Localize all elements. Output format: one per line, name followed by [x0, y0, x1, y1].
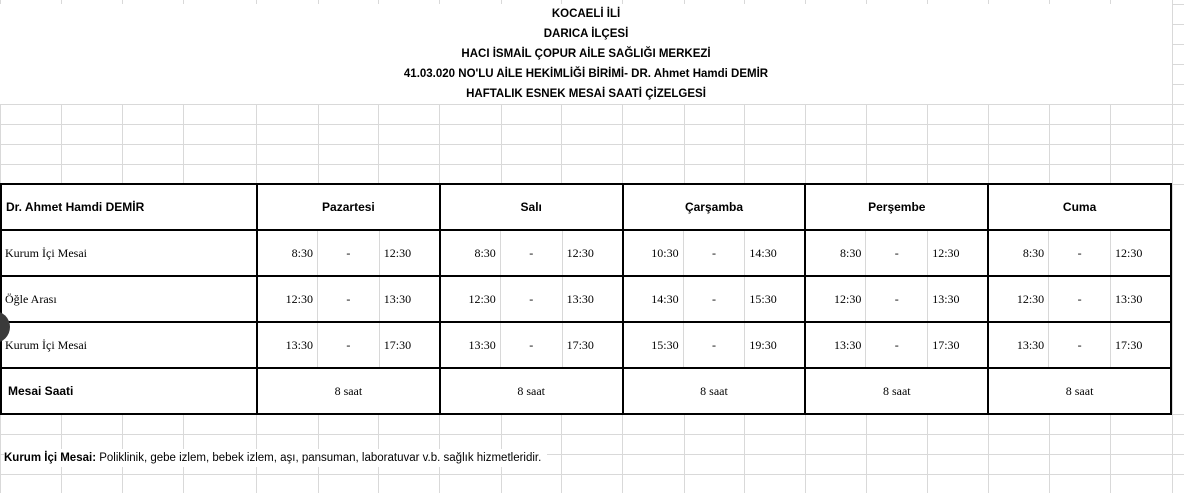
- start-time: 8:30: [806, 231, 866, 275]
- health-center-title: HACI İSMAİL ÇOPUR AİLE SAĞLIĞI MERKEZİ: [0, 44, 1172, 64]
- start-time: 13:30: [806, 323, 866, 367]
- time-cell-wednesday[interactable]: [623, 322, 806, 368]
- end-time: 13:30: [379, 277, 439, 321]
- time-cell-thursday[interactable]: [805, 276, 988, 322]
- total-hours-label[interactable]: Mesai Saati: [1, 368, 257, 414]
- range-separator: -: [346, 291, 351, 306]
- time-range: [441, 277, 622, 321]
- range-separator: -: [711, 337, 716, 352]
- end-time: 17:30: [1110, 323, 1170, 367]
- end-time: 13:30: [562, 277, 622, 321]
- time-cell-tuesday[interactable]: [440, 230, 623, 276]
- time-cell-tuesday[interactable]: [440, 276, 623, 322]
- total-hours-cell[interactable]: 8 saat: [988, 368, 1171, 414]
- doctor-name-cell[interactable]: Dr. Ahmet Hamdi DEMİR: [1, 184, 257, 230]
- table-header-row: [1, 184, 1171, 230]
- range-separator: -: [894, 245, 899, 260]
- time-range: [258, 277, 439, 321]
- time-cell-thursday[interactable]: [805, 322, 988, 368]
- row-label[interactable]: Kurum İçi Mesai: [1, 322, 257, 368]
- start-time: 13:30: [258, 323, 318, 367]
- row-label[interactable]: Öğle Arası: [1, 276, 257, 322]
- time-range: [806, 231, 987, 275]
- time-range: [258, 323, 439, 367]
- range-separator: -: [529, 291, 534, 306]
- time-range: [806, 323, 987, 367]
- day-header-friday[interactable]: Cuma: [988, 184, 1171, 230]
- time-cell-friday[interactable]: [988, 322, 1171, 368]
- table-row: [1, 322, 1171, 368]
- time-cell-friday[interactable]: [988, 230, 1171, 276]
- start-time: 15:30: [624, 323, 684, 367]
- table-row: [1, 230, 1171, 276]
- end-time: 17:30: [379, 323, 439, 367]
- start-time: 10:30: [624, 231, 684, 275]
- total-hours-cell[interactable]: 8 saat: [623, 368, 806, 414]
- day-header-monday[interactable]: Pazartesi: [257, 184, 440, 230]
- total-hours-cell[interactable]: 8 saat: [257, 368, 440, 414]
- end-time: 13:30: [927, 277, 987, 321]
- start-time: 8:30: [258, 231, 318, 275]
- start-time: 8:30: [441, 231, 501, 275]
- range-separator: -: [711, 245, 716, 260]
- day-header-tuesday[interactable]: Salı: [440, 184, 623, 230]
- time-range: [624, 323, 805, 367]
- range-separator: -: [1077, 291, 1082, 306]
- time-range: [441, 231, 622, 275]
- time-cell-tuesday[interactable]: [440, 322, 623, 368]
- range-separator: -: [529, 245, 534, 260]
- time-range: [989, 277, 1170, 321]
- end-time: 17:30: [927, 323, 987, 367]
- total-hours-cell[interactable]: 8 saat: [440, 368, 623, 414]
- time-range: [258, 231, 439, 275]
- footnote[interactable]: [4, 449, 547, 467]
- unit-title: 41.03.020 NO'LU AİLE HEKİMLİĞİ BİRİMİ- DR. Ahmet Hamdi DEMİR: [0, 64, 1172, 84]
- end-time: 13:30: [1110, 277, 1170, 321]
- range-separator: -: [1077, 245, 1082, 260]
- row-label[interactable]: Kurum İçi Mesai: [1, 230, 257, 276]
- time-cell-wednesday[interactable]: [623, 230, 806, 276]
- end-time: 12:30: [562, 231, 622, 275]
- time-cell-monday[interactable]: [257, 230, 440, 276]
- footnote-text: Poliklinik, gebe izlem, bebek izlem, aşı, pansuman, laboratuvar v.b. sağlık hizmetleridir.: [96, 452, 542, 464]
- total-hours-cell[interactable]: 8 saat: [805, 368, 988, 414]
- end-time: 15:30: [744, 277, 804, 321]
- total-hours-row: [1, 368, 1171, 414]
- time-cell-wednesday[interactable]: [623, 276, 806, 322]
- start-time: 12:30: [806, 277, 866, 321]
- time-cell-monday[interactable]: [257, 322, 440, 368]
- district-title: DARICA İLÇESİ: [0, 24, 1172, 44]
- start-time: 12:30: [989, 277, 1049, 321]
- range-separator: -: [346, 337, 351, 352]
- time-range: [989, 231, 1170, 275]
- start-time: 12:30: [441, 277, 501, 321]
- range-separator: -: [894, 337, 899, 352]
- start-time: 12:30: [258, 277, 318, 321]
- province-title: KOCAELİ İLİ: [0, 4, 1172, 24]
- end-time: 19:30: [744, 323, 804, 367]
- time-range: [441, 323, 622, 367]
- start-time: 8:30: [989, 231, 1049, 275]
- time-cell-thursday[interactable]: [805, 230, 988, 276]
- table-row: [1, 276, 1171, 322]
- time-range: [806, 277, 987, 321]
- footnote-label: Kurum İçi Mesai:: [4, 452, 97, 464]
- time-range: [624, 231, 805, 275]
- start-time: 13:30: [989, 323, 1049, 367]
- day-header-thursday[interactable]: Perşembe: [805, 184, 988, 230]
- time-range: [624, 277, 805, 321]
- start-time: 14:30: [624, 277, 684, 321]
- end-time: 14:30: [744, 231, 804, 275]
- range-separator: -: [894, 291, 899, 306]
- end-time: 12:30: [379, 231, 439, 275]
- time-range: [989, 323, 1170, 367]
- range-separator: -: [711, 291, 716, 306]
- range-separator: -: [346, 245, 351, 260]
- time-cell-friday[interactable]: [988, 276, 1171, 322]
- end-time: 17:30: [562, 323, 622, 367]
- range-separator: -: [529, 337, 534, 352]
- schedule-title: HAFTALIK ESNEK MESAİ SAATİ ÇİZELGESİ: [0, 84, 1172, 104]
- range-separator: -: [1077, 337, 1082, 352]
- end-time: 12:30: [1110, 231, 1170, 275]
- weekly-schedule-table: [0, 183, 1172, 415]
- day-header-wednesday[interactable]: Çarşamba: [623, 184, 806, 230]
- end-time: 12:30: [927, 231, 987, 275]
- time-cell-monday[interactable]: [257, 276, 440, 322]
- start-time: 13:30: [441, 323, 501, 367]
